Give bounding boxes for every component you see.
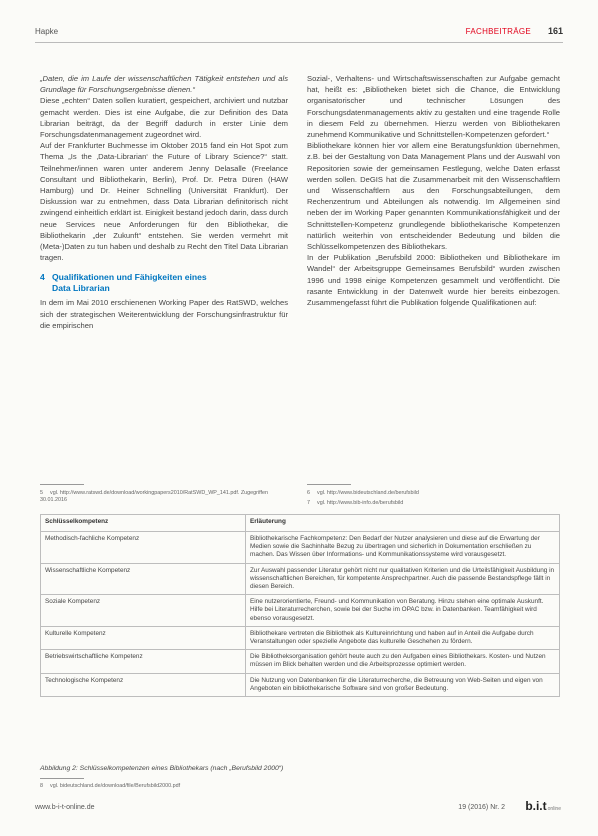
competency-description: Die Nutzung von Datenbanken für die Literaturrecherche, die Betreuung von Web-Seiten und eigen von Angeboten ein bibliothekarische Software sind von großer Bedeutung. xyxy=(246,673,560,696)
competency-description: Bibliothekarische Fachkompetenz: Den Bedarf der Nutzer analysieren und diese auf die Erwartung der Medien sowie die Sachinhalte Bezug zu übertragen und sicherlich in Dokumentation erschließen zu machen. Das Wissen über Informations- und Kommunikationssysteme wird vorausgesetzt. xyxy=(246,532,560,564)
footnote-bottom xyxy=(40,783,540,790)
table-row xyxy=(41,563,560,595)
competency-name: Kulturelle Kompetenz xyxy=(41,626,246,649)
competency-name: Technologische Kompetenz xyxy=(41,673,246,696)
footnote-rule-right xyxy=(307,484,351,485)
footer-issue: 19 (2016) Nr. 2 xyxy=(458,804,505,811)
page-header xyxy=(35,27,563,41)
table-row xyxy=(41,595,560,627)
body-paragraph: Diese „echten“ Daten sollen kuratiert, gespeichert, archiviert und nutzbar gemacht werden. Dies ist eine Aufgabe, die zur Definition des Data Librarian beiträgt, da der Begriff dadurch in erster Linie dem Forschungsdatenmanagement zugeordnet wird. xyxy=(40,96,288,140)
footnotes-left xyxy=(40,490,285,507)
header-rule xyxy=(35,42,563,43)
footnote xyxy=(40,490,285,504)
page-number: 161 xyxy=(547,26,563,36)
section-title-line1: Qualifikationen und Fähigkeiten eines xyxy=(52,272,207,283)
table-header-competency: Schlüsselkompetenz xyxy=(41,515,246,532)
footnote-number: 6 xyxy=(307,490,310,496)
table-row xyxy=(41,673,560,696)
footnote-number: 5 xyxy=(40,490,43,496)
footnotes-right xyxy=(307,490,557,510)
running-author: Hapke xyxy=(35,27,59,36)
running-section: FACHBEITRÄGE xyxy=(465,27,531,36)
page-footer xyxy=(35,799,563,816)
section-title-line2: Data Librarian xyxy=(52,283,110,294)
table-row xyxy=(41,650,560,673)
competency-description: Zur Auswahl passender Literatur gehört nicht nur qualitativen Kriterien und die Urteilsfähigkeit Ausbildung in wissenschaftlichen Bereichen, für kompetente Ansprechpartner. Auch die passende Bestandspflege fällt in diesen Bereich. xyxy=(246,563,560,595)
competency-table xyxy=(40,514,560,697)
footnote-text: vgl. bideutschland.de/download/file/Berufsbild2000.pdf xyxy=(50,783,181,789)
body-paragraph: Auf der Frankfurter Buchmesse im Oktober 2015 fand ein Hot Spot zum Thema „Is the ‚Data-Librarian‘ the Future of Library Science?“ statt. Teilnehmer/innen waren unter anderem Jenny Delasalle (Freelance Consultant und Bibliothekarin, Berlin), Prof. Dr. Petra Düren (HAW Hamburg) und Dr. Heiner Schnelling (Universität Frankfurt). Der Diskussion war zu entnehmen, dass Data Librarian definitorisch nicht zwingend einheitlich erklärt ist. Einigkeit bestand jedoch darin, dass durch neue Services neue Anforderungen für den Bibliothekar, die Bibliothekarin „der Zukunft“ entstehen. Sie werden vermehrt mit (Meta-)Daten zu tun haben und deshalb zu Recht den Titel Data Librarian tragen. xyxy=(40,141,288,263)
competency-name: Methodisch-fachliche Kompetenz xyxy=(41,532,246,564)
body-paragraph: In dem im Mai 2010 erschienenen Working Paper des RatSWD, welches sich der strategischen Weiterentwicklung der Forschungsinfrastruktur für die empirischen xyxy=(40,298,288,330)
footnote-rule-bottom xyxy=(40,778,84,779)
bit-online-logo xyxy=(525,799,561,813)
competency-description: Die Bibliotheksorganisation gehört heute auch zu den Aufgaben eines Bibliothekars. Kosten- und Nutzen müssen im Blick behalten werden und die Arbeitsprozesse optimiert werden. xyxy=(246,650,560,673)
table-header-row xyxy=(41,515,560,532)
competency-name: Soziale Kompetenz xyxy=(41,595,246,627)
competency-name: Wissenschaftliche Kompetenz xyxy=(41,563,246,595)
logo-sub: online xyxy=(547,806,561,812)
quote-paragraph: „Daten, die im Laufe der wissenschaftlichen Tätigkeit entstehen und als Grundlage für Forschungsergebnisse dienen.“ xyxy=(40,74,288,95)
footnote-number: 8 xyxy=(40,783,43,789)
figure-caption: Abbildung 2: Schlüsselkompetenzen eines Bibliothekars (nach „Berufsbild 2000“) xyxy=(40,765,284,772)
competency-description: Eine nutzerorientierte, Freund- und Kommunikation von Beratung. Hinzu stehen eine optimale Auskunft. Hilfe bei Literaturrecherchen, sowie bei der Suche im OPAC bzw. in Datenbanken. Teamfähigkeit wird ebenso vorausgesetzt. xyxy=(246,595,560,627)
left-column xyxy=(40,73,288,331)
footer-url[interactable]: www.b-i-t-online.de xyxy=(35,804,95,811)
table-row xyxy=(41,532,560,564)
body-paragraph: Sozial-, Verhaltens- und Wirtschaftswissenschaften zur Aufgabe gemacht hat, heißt es: „Bibliotheken bietet sich die Chance, die Entwicklung organisatorischer und technischer Lösungen des Forschungsdatenmanagements aktiv zu gestalten und eine tragende Rolle in diesem Feld zu übernehmen. Hierzu werden von Bibliothekaren zunehmend Kommunikative und Schnittstellen-Kompetenzen gefordert.“ xyxy=(307,74,560,140)
footnote xyxy=(307,490,557,497)
competency-name: Betriebswirtschaftliche Kompetenz xyxy=(41,650,246,673)
logo-main: b.i.t xyxy=(525,799,547,813)
section-number: 4 xyxy=(40,272,45,283)
competency-description: Bibliothekare vertreten die Bibliothek als Kultureinrichtung und haben auf in Anteil die Aufgabe durch Veranstaltungen oder spezielle Angebote das kulturelle Geschehen zu fördern. xyxy=(246,626,560,649)
footnote-text: vgl. http://www.ratswd.de/download/workingpapers2010/RatSWD_WP_141.pdf. Zugegriffen 30.01.2016 xyxy=(40,490,269,503)
body-paragraph: Bibliothekare können hier vor allem eine Beratungsfunktion übernehmen, z.B. bei der Gestaltung von Data Management Plans und der Auswahl von Repositorien sowie der gemeinsamen Festlegung, welche Daten erfasst werden sollen. DeGIS hat die Zusammenarbeit mit den Wissenschaftlern und Wissenschaftlern aus den Forschungsabteilungen, dem Rechenzentrum und Abteilungen als notwendig. Im Allgemeinen sind neben der im Working Paper genannten Kommunikationsfähigkeit und der Schnittstellen-Kompetenz grundlegende bibliothekarische Kompetenzen natürlich weiterhin von entscheidender Bedeutung und bilden die Schlüsselkompetenzen des Bibliothekars. xyxy=(307,141,560,252)
footnote-text: vgl. http://www.bideutschland.de/berufsbild xyxy=(317,490,419,496)
section-heading xyxy=(40,272,288,294)
footnote-number: 7 xyxy=(307,500,310,506)
footnote-rule-left xyxy=(40,484,84,485)
right-column xyxy=(307,73,560,308)
body-paragraph: In der Publikation „Berufsbild 2000: Bibliotheken und Bibliothekare im Wandel“ der Arbeitsgruppe Gemeinsames Berufsbild“ wurden zwischen 1996 und 1998 einige Kompetenzen gesammelt und veröffentlicht. Die rasante Entwicklung in der Datenwelt wurde hier bereits einbezogen. Zusammengefasst führt die Publikation folgende Qualifikationen auf: xyxy=(307,253,560,308)
footnote-text: vgl. http://www.bib-info.de/berufsbild xyxy=(317,500,404,506)
footnote xyxy=(307,500,557,507)
table-row xyxy=(41,626,560,649)
table-header-explanation: Erläuterung xyxy=(246,515,560,532)
